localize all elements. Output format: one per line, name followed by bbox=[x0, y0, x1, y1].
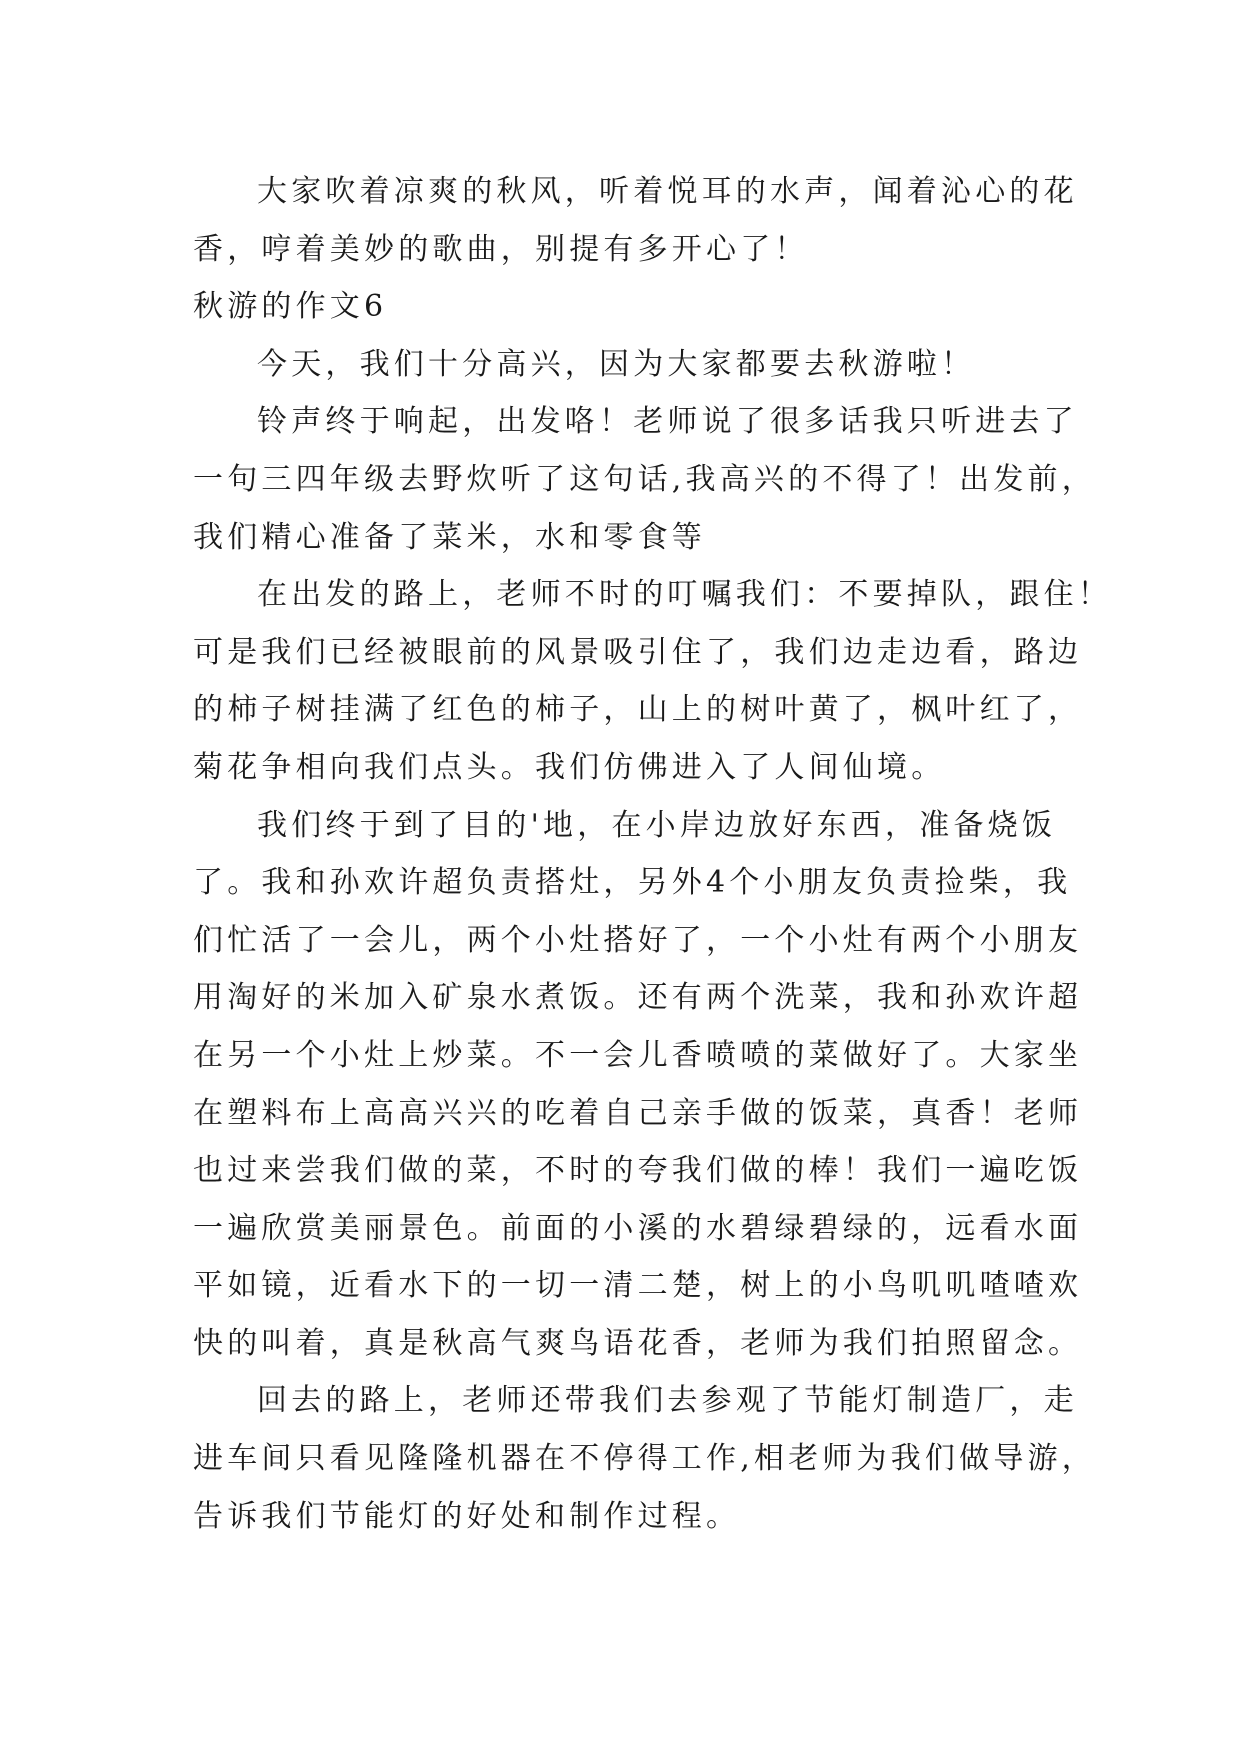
text-line: 菊花争相向我们点头。我们仿佛进入了人间仙境。 bbox=[193, 749, 946, 785]
text-line: 了。我和孙欢许超负责搭灶，另外4个小朋友负责捡柴，我 bbox=[193, 865, 1072, 901]
text-line: 一遍欣赏美丽景色。前面的小溪的水碧绿碧绿的，远看水面 bbox=[193, 1210, 1083, 1246]
text-line: 在出发的路上，老师不时的叮嘱我们：不要掉队，跟住！ bbox=[257, 577, 1112, 613]
text-line: 今天，我们十分高兴，因为大家都要去秋游啦！ bbox=[257, 346, 976, 382]
text-line: 用淘好的米加入矿泉水煮饭。还有两个洗菜，我和孙欢许超 bbox=[193, 980, 1083, 1016]
text-line: 也过来尝我们做的菜，不时的夸我们做的棒！我们一遍吃饭 bbox=[193, 1153, 1083, 1189]
text-line: 进车间只看见隆隆机器在不停得工作,相老师为我们做导游， bbox=[193, 1441, 1096, 1477]
text-line: 在塑料布上高高兴兴的吃着自己亲手做的饭菜，真香！老师 bbox=[193, 1095, 1083, 1131]
text-line: 可是我们已经被眼前的风景吸引住了，我们边走边看，路边 bbox=[193, 634, 1083, 670]
text-line: 平如镜，近看水下的一切一清二楚，树上的小鸟叽叽喳喳欢 bbox=[193, 1268, 1083, 1304]
text-line: 铃声终于响起，出发咯！老师说了很多话我只听进去了 bbox=[257, 404, 1078, 440]
text-line: 我们精心准备了菜米，水和零食等 bbox=[193, 519, 706, 555]
text-line: 我们终于到了目的'地，在小岸边放好东西，准备烧饭 bbox=[257, 807, 1057, 843]
text-line: 们忙活了一会儿，两个小灶搭好了，一个小灶有两个小朋友 bbox=[193, 922, 1083, 958]
text-line: 一句三四年级去野炊听了这句话,我高兴的不得了！出发前， bbox=[193, 461, 1096, 497]
text-line: 大家吹着凉爽的秋风，听着悦耳的水声，闻着沁心的花 bbox=[257, 174, 1078, 209]
text-line: 回去的路上，老师还带我们去参观了节能灯制造厂，走 bbox=[257, 1383, 1078, 1419]
text-line: 在另一个小灶上炒菜。不一会儿香喷喷的菜做好了。大家坐 bbox=[193, 1037, 1083, 1073]
essay-text bbox=[193, 163, 1112, 1545]
text-line: 告诉我们节能灯的好处和制作过程。 bbox=[193, 1498, 741, 1534]
text-line: 香，哼着美妙的歌曲，别提有多开心了！ bbox=[193, 231, 809, 267]
text-line: 快的叫着，真是秋高气爽鸟语花香，老师为我们拍照留念。 bbox=[193, 1325, 1083, 1361]
section-heading: 秋游的作文6 bbox=[193, 289, 388, 325]
text-line: 的柿子树挂满了红色的柿子，山上的树叶黄了，枫叶红了， bbox=[193, 692, 1083, 728]
